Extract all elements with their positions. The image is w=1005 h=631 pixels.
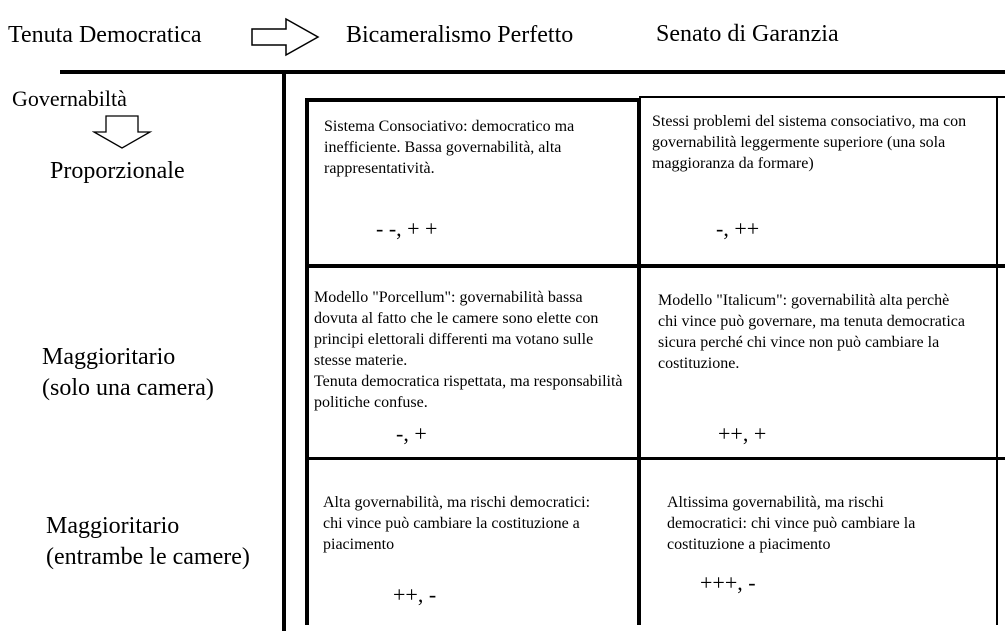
header-divider — [60, 70, 1005, 74]
cell-maggioritario-entrambe-senato-score: +++, - — [700, 570, 756, 595]
grid-right — [996, 98, 998, 625]
cell-maggioritario-una-bicameralismo-score: -, + — [396, 421, 427, 446]
cell-proporzionale-bicameralismo-score: - -, + + — [376, 216, 438, 241]
label-divider — [282, 72, 286, 631]
cell-maggioritario-una-senato-text: Modello "Italicum": governabilità alta perchè chi vince può governare, ma tenuta democratica sicura perché chi vince non può cambiare la costituzione. — [658, 292, 965, 372]
cell-proporzionale-bicameralismo-text: Sistema Consociativo: democratico ma inefficiente. Bassa governabilità, alta rappresentatività. — [324, 118, 575, 177]
column-header-senato: Senato di Garanzia — [656, 21, 839, 47]
tenuta-democratica-label: Tenuta Democratica — [8, 22, 202, 48]
cell-proporzionale-senato-text: Stessi problemi del sistema consociativo, ma con governabilità leggermente superiore (una sola maggioranza da formare) — [652, 113, 967, 172]
grid-left — [305, 98, 309, 625]
cell-proporzionale-senato-score: -, ++ — [716, 216, 760, 241]
grid-row-divider-1 — [305, 264, 1005, 268]
down-arrow-icon — [92, 114, 154, 150]
cell-maggioritario-una-senato-score: ++, + — [718, 421, 767, 446]
row-label-proporzionale: Proporzionale — [50, 158, 185, 184]
column-header-bicameralismo: Bicameralismo Perfetto — [346, 22, 574, 48]
row-label-maggioritario-una: Maggioritario (solo una camera) — [42, 344, 214, 401]
grid-row-divider-2 — [305, 457, 1005, 460]
cell-maggioritario-entrambe-senato-text: Altissima governabilità, ma rischi democratici: chi vince può cambiare la costituzione a piacimento — [667, 494, 916, 553]
grid-middle — [637, 98, 641, 625]
grid-top-left — [305, 98, 639, 102]
cell-maggioritario-una-bicameralismo-text: Modello "Porcellum": governabilità bassa dovuta al fatto che le camere sono elette con principi elettorali differenti ma votano sulle stesse materie. Tenuta democratica rispettata, ma responsabilità politiche confuse. — [314, 289, 623, 411]
governabilita-label: Governabiltà — [12, 86, 127, 111]
cell-maggioritario-entrambe-bicameralismo-score: ++, - — [393, 582, 437, 607]
grid-top-right — [639, 96, 1005, 98]
cell-maggioritario-entrambe-bicameralismo-text: Alta governabilità, ma rischi democratici: chi vince può cambiare la costituzione a piacimento — [323, 494, 591, 553]
row-label-maggioritario-entrambe: Maggioritario (entrambe le camere) — [46, 513, 250, 570]
right-arrow-icon — [250, 16, 322, 58]
